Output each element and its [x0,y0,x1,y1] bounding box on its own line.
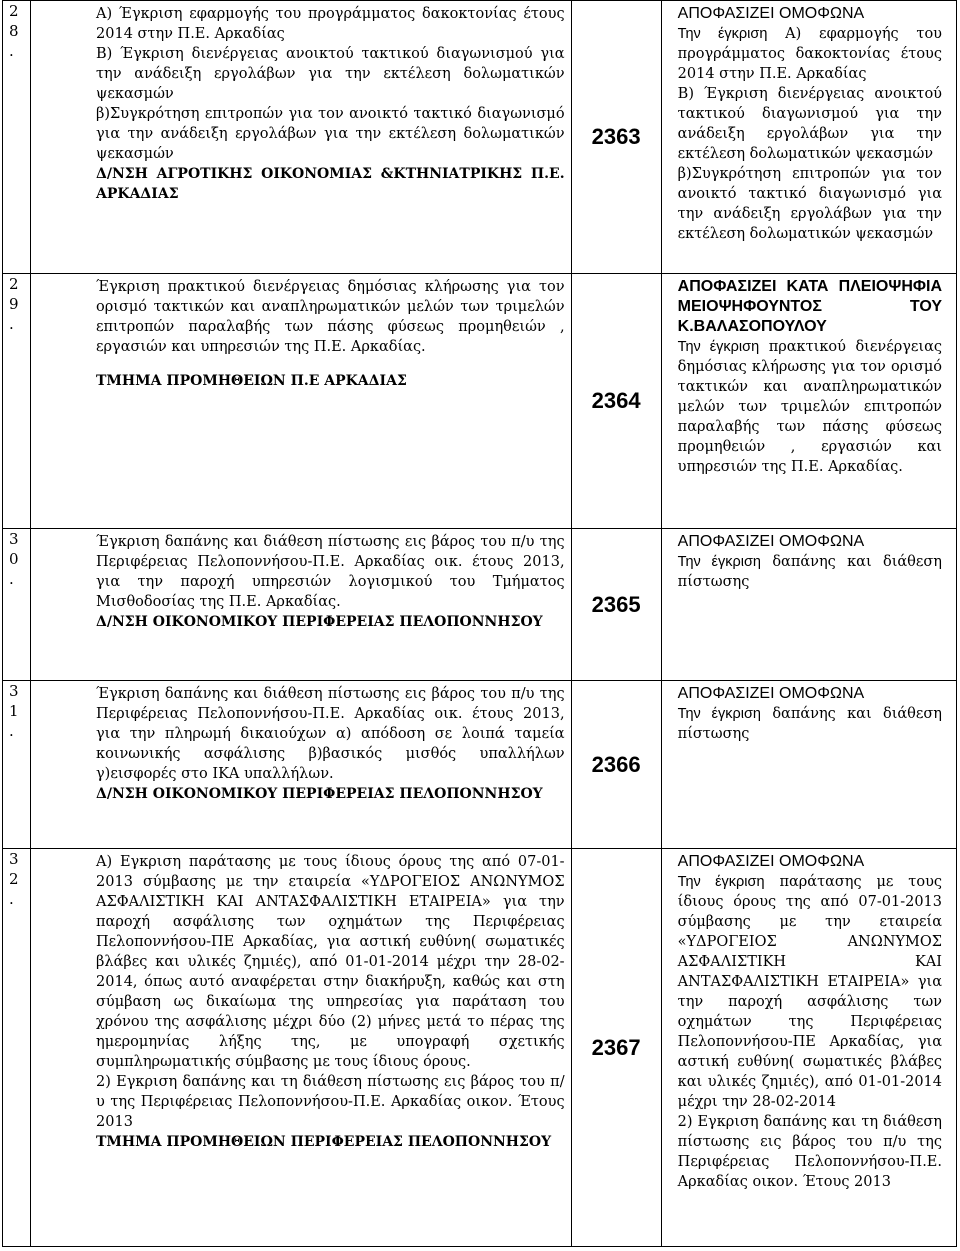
result-heading: ΑΠΟΦΑΣΙΖΕΙ ΚΑΤΑ ΠΛΕΙΟΨΗΦΙΑ ΜΕΙΟΨΗΦΟΥΝΤΟΣ ΤΟΥ Κ.ΒΑΛΑΣΟΠΟΥΛΟΥ [677,278,942,335]
department: Δ/ΝΣΗ ΟΙΚΟΝΟΜΙΚΟΥ ΠΕΡΙΦΕΡΕΙΑΣ ΠΕΛΟΠΟΝΝΗΣΟΥ [96,614,543,630]
subject-cell [31,274,572,529]
subject-paragraph: 2) Εγκριση δαπάνης και τη διάθεση πίστωσης εις βάρος του π/υ της Περιφέρειας Πελοποννήσου-Π.Ε. Αρκαδίας οικον. Έτους 2013 [96,1074,565,1130]
table-row [3,1,957,274]
result-cell [661,1,956,274]
result-cell [661,529,956,681]
decision-number: 2363 [571,1,661,274]
table-row [3,849,957,1247]
table-row [3,681,957,849]
subject-cell [31,681,572,849]
result-text: δαπάνης και διάθεση πίστωσης [677,554,942,590]
result-text: Β) Έγκριση διενέργειας ανοικτού τακτικού διαγωνισμού για την ανάδειξη εργολάβων για την εκτέλεση δολωματικών ψεκασμών [677,86,942,162]
subject-paragraph: Έγκριση δαπάνης και διάθεση πίστωσης εις βάρος του π/υ της Περιφέρειας Πελοποννήσου-Π.Ε. Αρκαδίας οικ. έτους 2013, για την παροχή υπηρεσιών λογισμικού του Τμήματος Μισθοδοσίας της Π.Ε. Αρκαδίας. [96,534,565,610]
department: ΤΜΗΜΑ ΠΡΟΜΗΘΕΙΩΝ ΠΕΡΙΦΕΡΕΙΑΣ ΠΕΛΟΠΟΝΝΗΣΟΥ [96,1134,552,1150]
result-heading: ΑΠΟΦΑΣΙΖΕΙ ΟΜΟΦΩΝΑ [677,853,865,870]
subject-paragraph: Α) Εγκριση παράτασης με τους ίδιους όρους της από 07-01-2013 σύμβασης με την εταιρεία «ΥΔΡΟΓΕΙΟΣ ΑΝΩΝΥΜΟΣ ΑΣΦΑΛΙΣΤΙΚΗ ΚΑΙ ΑΝΤΑΣΦΑΛΙΣΤΙΚΗ ΕΤΑΙΡΕΙΑ» για την παροχή ασφάλισης των οχημάτων της Περιφέρειας Πελοποννήσου-ΠΕ Αρκαδίας, για αστική ευθύνη( σωματικές βλάβες και υλικές ζημιές), από 01-01-2014 μέχρι την 28-02-2014, όπως αυτό αναφέρεται στην διακήρυξη, καθώς και στη σύμβαση ως δικαίωμα της υπηρεσίας για παράταση του χρόνου της ασφάλισης μέχρι δύο (2) μήνες μετά το πέρας της ημερομηνίας λήξης της, με υπογραφή σχετικής συμπληρωματικής σύμβασης με τους ίδιους όρους. [96,854,565,1070]
result-heading: ΑΠΟΦΑΣΙΖΕΙ ΟΜΟΦΩΝΑ [677,5,865,22]
subject-cell [31,849,572,1247]
result-cell [661,274,956,529]
result-text: 2) Εγκριση δαπάνης και τη διάθεση πίστωσης εις βάρος του π/υ της Περιφέρειας Πελοποννήσου-Π.Ε. Αρκαδίας οικον. Έτους 2013 [677,1114,942,1190]
result-lead: Την έγκριση [677,26,768,42]
decision-number: 2365 [571,529,661,681]
subject-cell [31,529,572,681]
result-heading: ΑΠΟΦΑΣΙΖΕΙ ΟΜΟΦΩΝΑ [677,533,865,550]
result-lead: Την έγκριση [677,554,761,570]
subject-paragraph: Έγκριση δαπάνης και διάθεση πίστωσης εις βάρος του π/υ της Περιφέρειας Πελοποννήσου-Π.Ε. Αρκαδίας οικ. έτους 2013, για την πληρωμή δικαιούχων α) απόδοση σε λοιπά ταμεία κοινωνικής ασφάλισης β)βασικός μισθός υπαλλήλων γ)εισφορές στο ΙΚΑ υπαλλήλων. [96,686,565,782]
subject-paragraph: Α) Έγκριση εφαρμογής του προγράμματος δακοκτονίας έτους 2014 στην Π.Ε. Αρκαδίας [96,6,565,42]
item-number: 2 8 . [3,1,31,274]
result-lead: Την έγκριση [677,706,761,722]
department: Δ/ΝΣΗ ΑΓΡΟΤΙΚΗΣ ΟΙΚΟΝΟΜΙΑΣ &ΚΤΗΝΙΑΤΡΙΚΗΣ Π.Ε. ΑΡΚΑΔΙΑΣ [96,166,565,202]
result-cell [661,849,956,1247]
result-lead: Την έγκριση [677,874,765,890]
department: ΤΜΗΜΑ ΠΡΟΜΗΘΕΙΩΝ Π.Ε ΑΡΚΑΔΙΑΣ [96,373,407,389]
subject-paragraph: Έγκριση πρακτικού διενέργειας δημόσιας κλήρωσης για τον ορισμό τακτικών και αναπληρωματικών μελών των τριμελών επιτροπών παραλαβής των πάσης φύσεως προμηθειών , εργασιών και υπηρεσιών της Π.Ε. Αρκαδίας. [96,279,565,355]
result-text: β)Συγκρότηση επιτροπών για τον ανοικτό τακτικό διαγωνισμό για την ανάδειξη εργολάβων για την εκτέλεση δολωματικών ψεκασμών [677,166,942,242]
result-cell [661,681,956,849]
item-number: 3 2 . [3,849,31,1247]
decision-number: 2366 [571,681,661,849]
result-text: παράτασης με τους ίδιους όρους της από 07-01-2013 σύμβασης με την εταιρεία «ΥΔΡΟΓΕΙΟΣ ΑΝΩΝΥΜΟΣ ΑΣΦΑΛΙΣΤΙΚΗ ΚΑΙ ΑΝΤΑΣΦΑΛΙΣΤΙΚΗ ΕΤΑΙΡΕΙΑ» για την παροχή ασφάλισης των οχημάτων της Περιφέρειας Πελοποννήσου-ΠΕ Αρκαδίας, για αστική ευθύνη( σωματικές βλάβες και υλικές ζημιές), από 01-01-2014 μέχρι την 28-02-2014 [677,874,942,1110]
decisions-table [2,0,957,1247]
subject-paragraph: β)Συγκρότηση επιτροπών για τον ανοικτό τακτικό διαγωνισμό για την ανάδειξη εργολάβων για την εκτέλεση δολωματικών ψεκασμών [96,106,565,162]
table-row [3,274,957,529]
item-number: 2 9 . [3,274,31,529]
result-text: Α) εφαρμογής του προγράμματος δακοκτονίας έτους 2014 στην Π.Ε. Αρκαδίας [677,26,942,82]
result-heading: ΑΠΟΦΑΣΙΖΕΙ ΟΜΟΦΩΝΑ [677,685,865,702]
subject-paragraph: Β) Έγκριση διενέργειας ανοικτού τακτικού διαγωνισμού για την ανάδειξη εργολάβων για την εκτέλεση δολωματικών ψεκασμών [96,46,565,102]
table-row [3,529,957,681]
department: Δ/ΝΣΗ ΟΙΚΟΝΟΜΙΚΟΥ ΠΕΡΙΦΕΡΕΙΑΣ ΠΕΛΟΠΟΝΝΗΣΟΥ [96,786,543,802]
decision-number: 2367 [571,849,661,1247]
result-text: πρακτικού διενέργειας δημόσιας κλήρωσης για τον ορισμό τακτικών και αναπληρωματικών μελών των τριμελών επιτροπών παραλαβής των πάσης φύσεως προμηθειών , εργασιών και υπηρεσιών της Π.Ε. Αρκαδίας. [677,339,943,475]
result-lead: Την έγκριση [677,339,760,355]
subject-cell [31,1,572,274]
result-text: δαπάνης και διάθεση πίστωσης [677,706,942,742]
item-number: 3 1 . [3,681,31,849]
decision-number: 2364 [571,274,661,529]
item-number: 3 0 . [3,529,31,681]
